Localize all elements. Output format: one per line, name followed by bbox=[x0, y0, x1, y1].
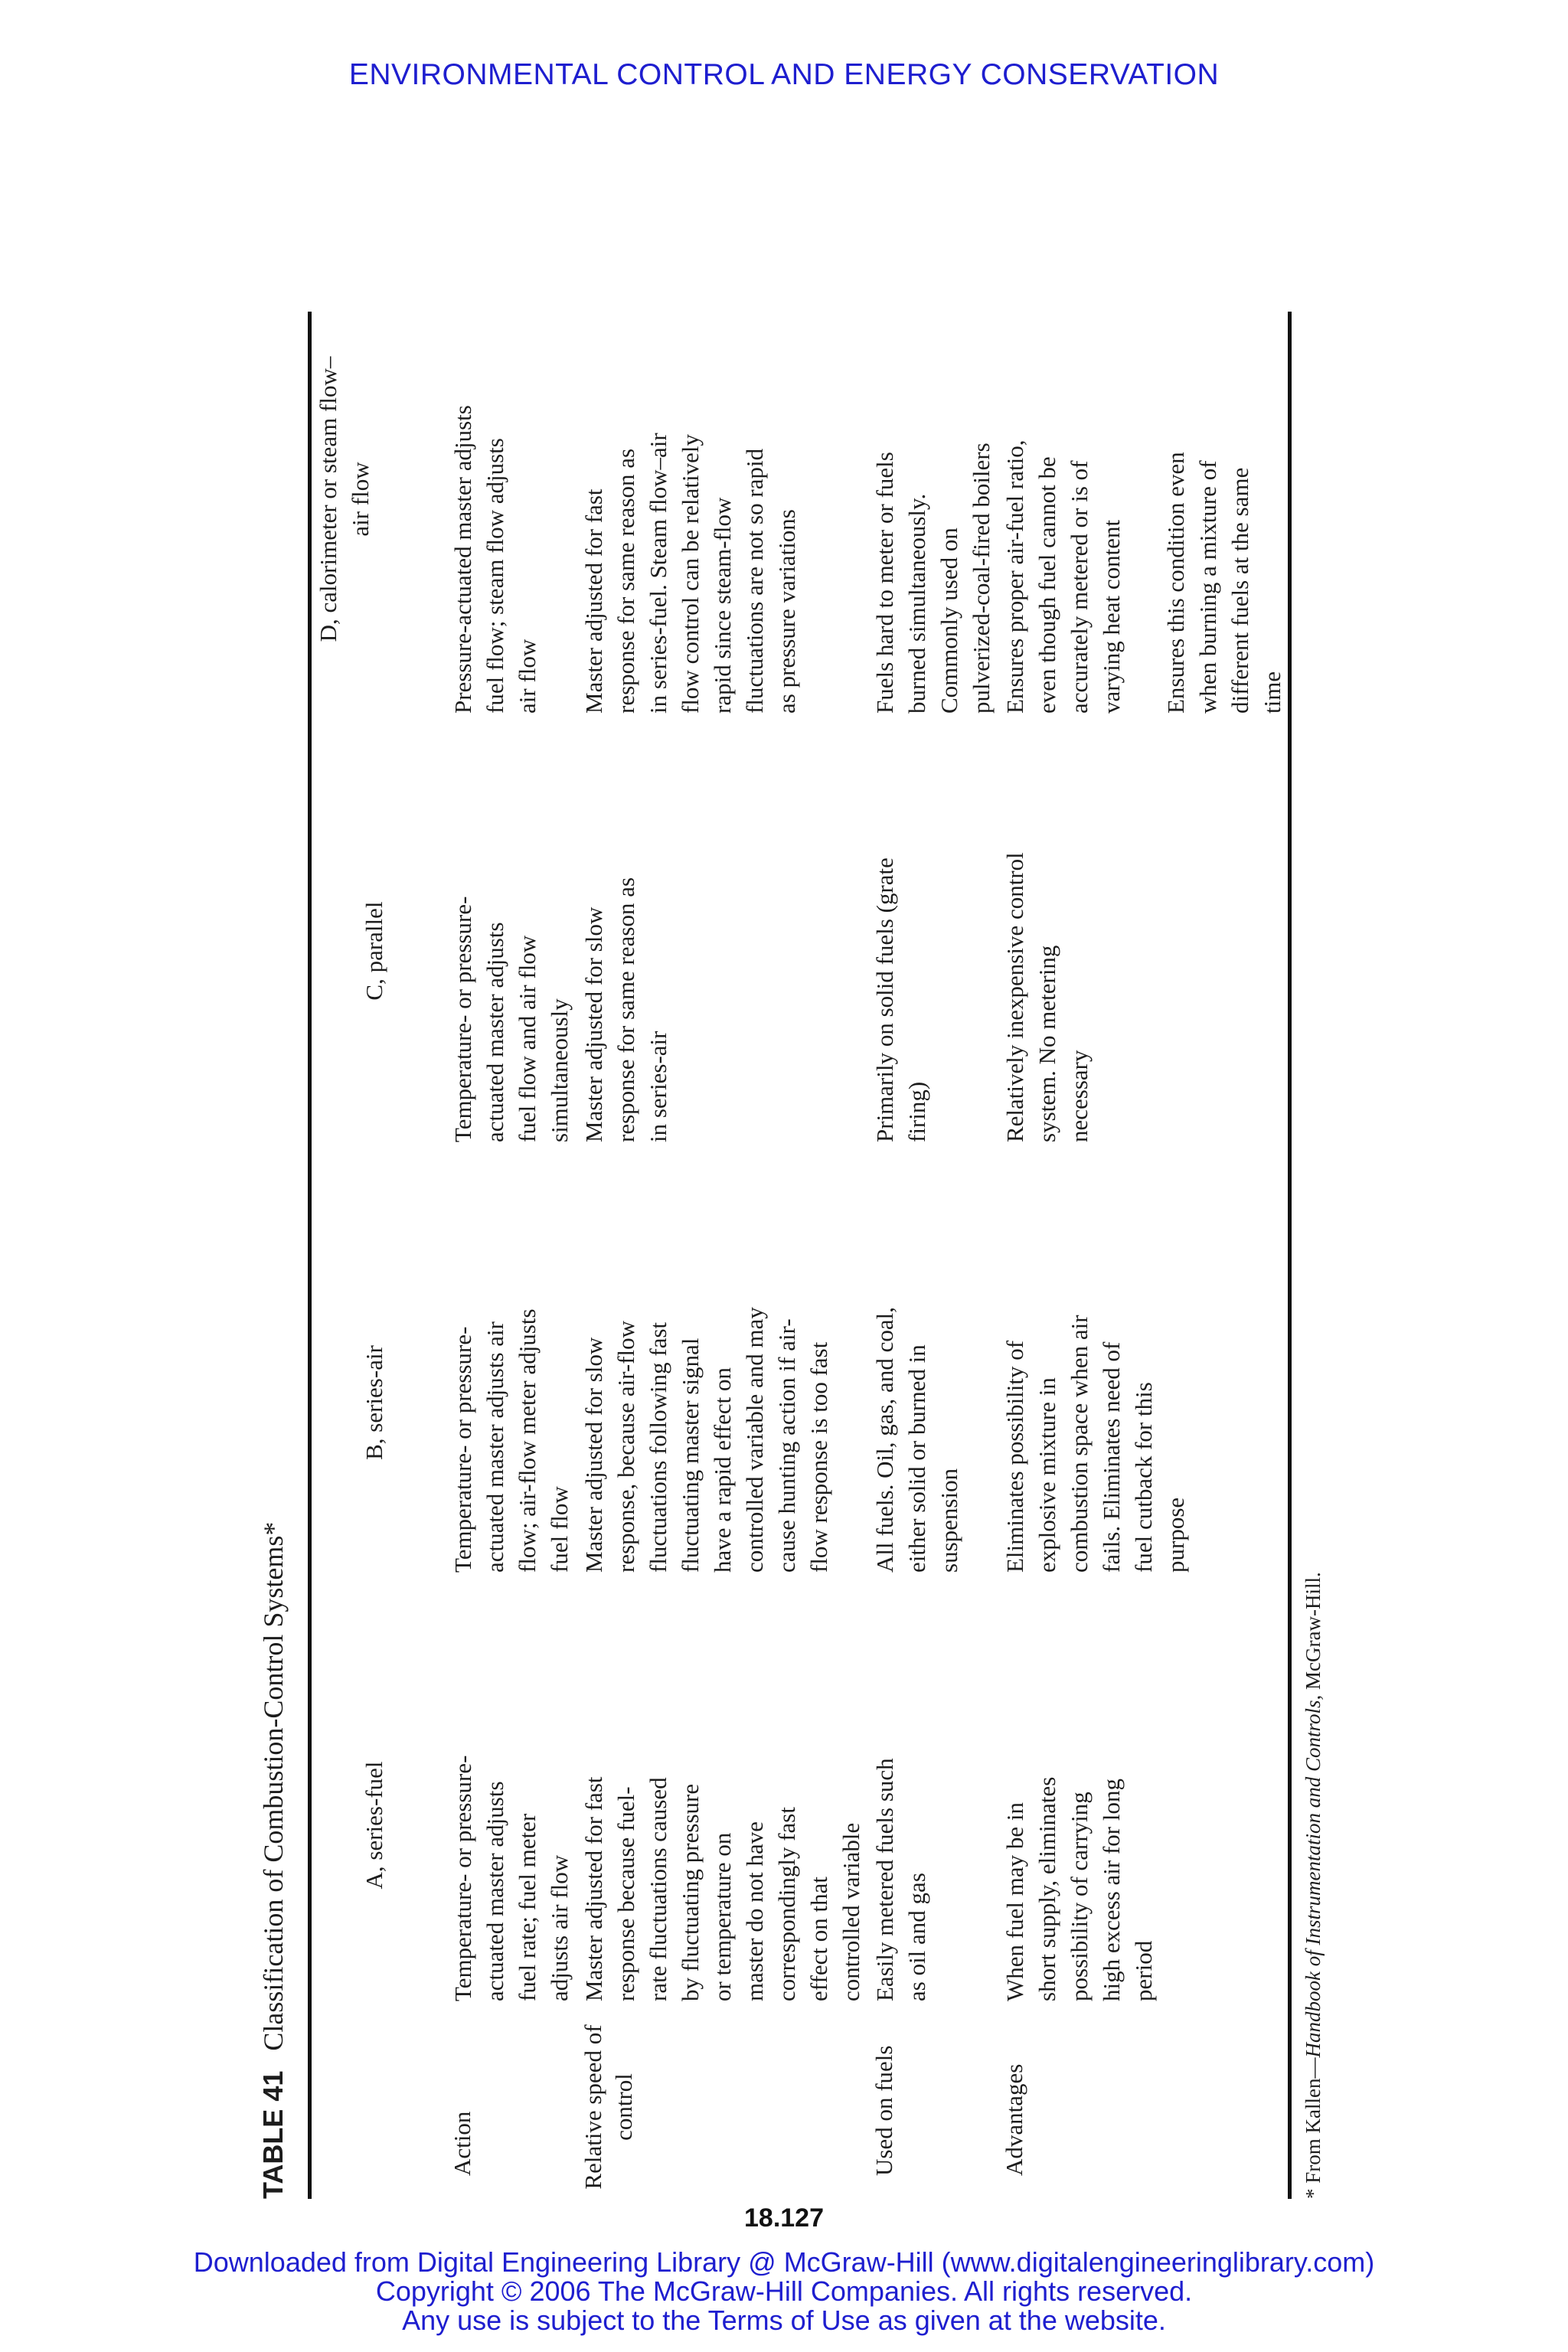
row-label-relative-speed: Relative speed of control bbox=[580, 2024, 637, 2190]
table-title: Classification of Combustion-Control Systems* bbox=[258, 1521, 289, 2051]
row-label-advantages: Advantages bbox=[1001, 2063, 1027, 2176]
table-caption bbox=[257, 1522, 289, 2199]
footnote-publisher: McGraw-Hill. bbox=[1302, 1572, 1325, 1690]
rotated-table-block bbox=[254, 116, 1325, 2199]
table-cell: Master adjusted for fast response because fuel- rate fluctuations caused by fluctuating pressure or temperature on master do not have correspondingly fast effect on that controlled variable bbox=[580, 1776, 864, 2001]
table-cell: Temperature- or pressure- actuated master adjusts fuel rate; fuel meter adjusts air flow bbox=[449, 1755, 573, 2001]
row-label-used-on-fuels: Used on fuels bbox=[871, 2045, 897, 2176]
page-number: 18.127 bbox=[744, 2203, 824, 2233]
table-cell: Master adjusted for fast response for same reason as in series-fuel. Steam flow–air flow control can be relatively rapid since steam-flow fluctuations are not so rapid as pressure variations bbox=[580, 433, 800, 714]
table-cell: All fuels. Oil, gas, and coal, either solid or burned in suspension bbox=[871, 1307, 962, 1573]
table-cell: Primarily on solid fuels (grate firing) bbox=[871, 858, 930, 1142]
table-top-rule bbox=[308, 312, 312, 2199]
table-bottom-rule bbox=[1288, 312, 1292, 2199]
table-cell: Easily metered fuels such as oil and gas bbox=[871, 1758, 930, 2001]
download-footer bbox=[0, 2248, 1568, 2335]
table-number: TABLE 41 bbox=[257, 2070, 289, 2199]
table-cell: Fuels hard to meter or fuels burned simultaneously. Commonly used on pulverized-coal-fired boilers bbox=[871, 443, 995, 714]
footer-line-copyright: Copyright © 2006 The McGraw-Hill Companies. All rights reserved. bbox=[375, 2275, 1193, 2307]
table-cell: When fuel may be in short supply, eliminates possibility of carrying high excess air for long period bbox=[1001, 1776, 1157, 2001]
column-header-c: C, parallel bbox=[361, 901, 387, 1001]
row-label-action: Action bbox=[449, 2111, 475, 2176]
table-cell: Temperature- or pressure- actuated master adjusts fuel flow and air flow simultaneously bbox=[449, 896, 573, 1142]
running-header: ENVIRONMENTAL CONTROL AND ENERGY CONSERVATION bbox=[348, 58, 1220, 91]
table-cell: Master adjusted for slow response for same reason as in series-air bbox=[580, 877, 671, 1142]
table-cell: Eliminates possibility of explosive mixture in combustion space when air fails. Eliminates need of fuel cutback for this purpose bbox=[1001, 1315, 1189, 1573]
table-cell: Relatively inexpensive control system. No metering necessary bbox=[1001, 852, 1093, 1142]
footer-line-terms: Any use is subject to the Terms of Use as given at the website. bbox=[402, 2305, 1166, 2336]
table-cell: Ensures proper air-fuel ratio, even though fuel cannot be accurately metered or is of varying heat content Ensures this condition even when burning a mixture of different fuels at the same time bbox=[1001, 439, 1285, 714]
table-cell: Pressure-actuated master adjusts fuel flow; steam flow adjusts air flow bbox=[449, 405, 541, 714]
footnote-work: Handbook of Instrumentation and Controls, bbox=[1302, 1694, 1325, 2058]
footer-line-download: Downloaded from Digital Engineering Library @ McGraw-Hill (www.digitalengineeringlibrary.com) bbox=[193, 2246, 1375, 2278]
table-footnote bbox=[1302, 1572, 1325, 2199]
footnote-prefix: * From Kallen— bbox=[1302, 2057, 1325, 2199]
column-header-d: D, calorimeter or steam flow– air flow bbox=[315, 356, 374, 642]
column-header-b: B, series-air bbox=[361, 1345, 387, 1460]
table-cell: Master adjusted for slow response, because air-flow fluctuations following fast fluctuating master signal have a rapid effect on controlled variable and may cause hunting action if air- flow response is too fast bbox=[580, 1307, 832, 1573]
table-cell: Temperature- or pressure- actuated master adjusts air flow; air-flow meter adjusts fuel flow bbox=[449, 1308, 573, 1573]
column-header-a: A, series-fuel bbox=[361, 1761, 387, 1890]
